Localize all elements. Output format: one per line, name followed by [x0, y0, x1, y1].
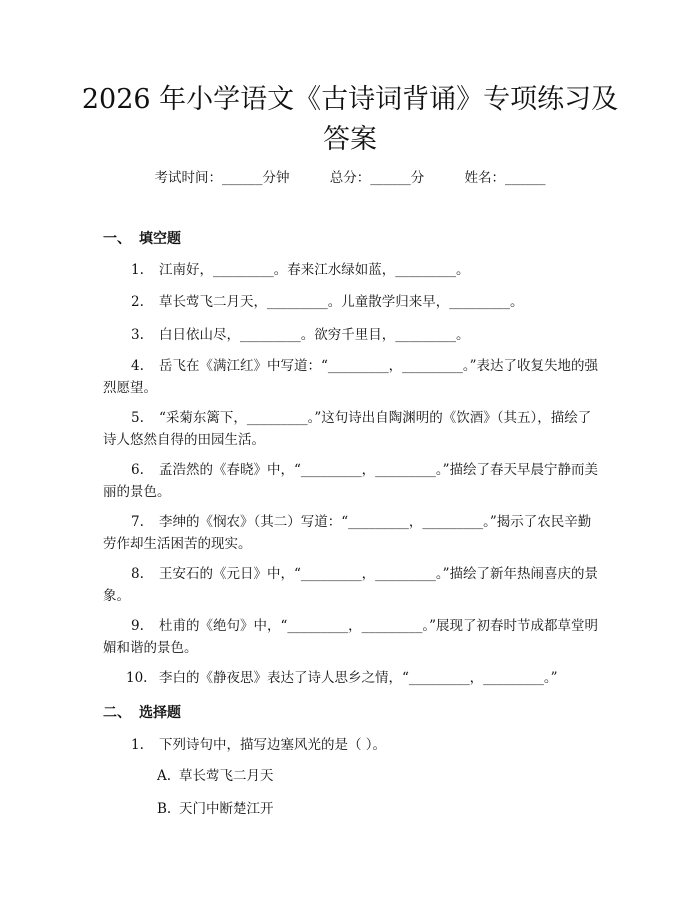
- student-name-field: 姓名：______: [464, 170, 546, 186]
- question-item: [103, 511, 599, 555]
- question-text: 下列诗句中，描写边塞风光的是（ ）。: [159, 737, 387, 753]
- section-heading-fill: [103, 229, 181, 249]
- question-number: 4.: [131, 358, 144, 374]
- question-item: [103, 407, 599, 451]
- question-text: 李白的《静夜思》表达了诗人思乡之情，“_________，_________。”: [159, 670, 558, 686]
- answer-option: [157, 766, 274, 786]
- question-text: 草长莺飞二月天，_________。儿童散学归来早，_________。: [159, 294, 524, 310]
- question-item: [103, 459, 599, 503]
- option-text: 天门中断楚江开: [179, 801, 274, 817]
- question-text: 李绅的《悯农》（其二）写道：“_________，_________。”揭示了农民辛勤劳作却生活困苦的现实。: [103, 514, 592, 552]
- section-title: 填空题: [139, 231, 181, 247]
- answer-option: [157, 799, 274, 819]
- question-number: 1.: [131, 262, 144, 278]
- question-item: [103, 615, 599, 659]
- question-number: 10.: [126, 670, 148, 686]
- question-number: 2.: [131, 294, 144, 310]
- question-text: 白日依山尽，_________。欲穷千里目，_________。: [159, 327, 470, 343]
- question-item: [103, 563, 599, 607]
- question-number: 6.: [131, 462, 144, 478]
- question-text: 岳飞在《满江红》中写道：“_________，_________。”表达了收复失地的强烈愿望。: [103, 358, 599, 396]
- question-item: [103, 324, 599, 346]
- question-item: [103, 734, 599, 756]
- page-title: 2026 年小学语文《古诗词背诵》专项练习及答案: [81, 84, 619, 155]
- option-label: A.: [157, 768, 172, 784]
- option-text: 草长莺飞二月天: [179, 768, 274, 784]
- section-number: 一、: [103, 231, 131, 247]
- question-item: [103, 259, 599, 281]
- question-text: 江南好，_________。春来江水绿如蓝，_________。: [159, 262, 470, 278]
- question-text: 王安石的《元日》中，“_________，_________。”描绘了新年热闹喜庆的景象。: [103, 566, 599, 604]
- exam-time-field: 考试时间：______分钟: [154, 170, 290, 186]
- question-text: 孟浩然的《春晓》中，“_________，_________。”描绘了春天早晨宁静而美丽的景色。: [103, 462, 599, 500]
- section-title: 选择题: [139, 705, 181, 721]
- question-item: [103, 291, 599, 313]
- question-number: 1.: [131, 737, 144, 753]
- question-item: [103, 667, 599, 689]
- question-number: 7.: [131, 514, 144, 530]
- total-score-field: 总分：______分: [329, 170, 425, 186]
- question-number: 9.: [131, 618, 144, 634]
- question-number: 5.: [131, 410, 144, 426]
- exam-info: [0, 168, 700, 188]
- question-number: 3.: [131, 327, 144, 343]
- question-item: [103, 355, 599, 399]
- question-text: “采菊东篱下，_________。”这句诗出自陶渊明的《饮酒》（其五），描绘了诗人悠然自得的田园生活。: [103, 410, 592, 448]
- option-label: B.: [157, 801, 172, 817]
- section-number: 二、: [103, 705, 131, 721]
- question-number: 8.: [131, 566, 144, 582]
- section-heading-choice: [103, 703, 181, 723]
- question-text: 杜甫的《绝句》中，“_________，_________。”展现了初春时节成都草堂明媚和谐的景色。: [103, 618, 599, 656]
